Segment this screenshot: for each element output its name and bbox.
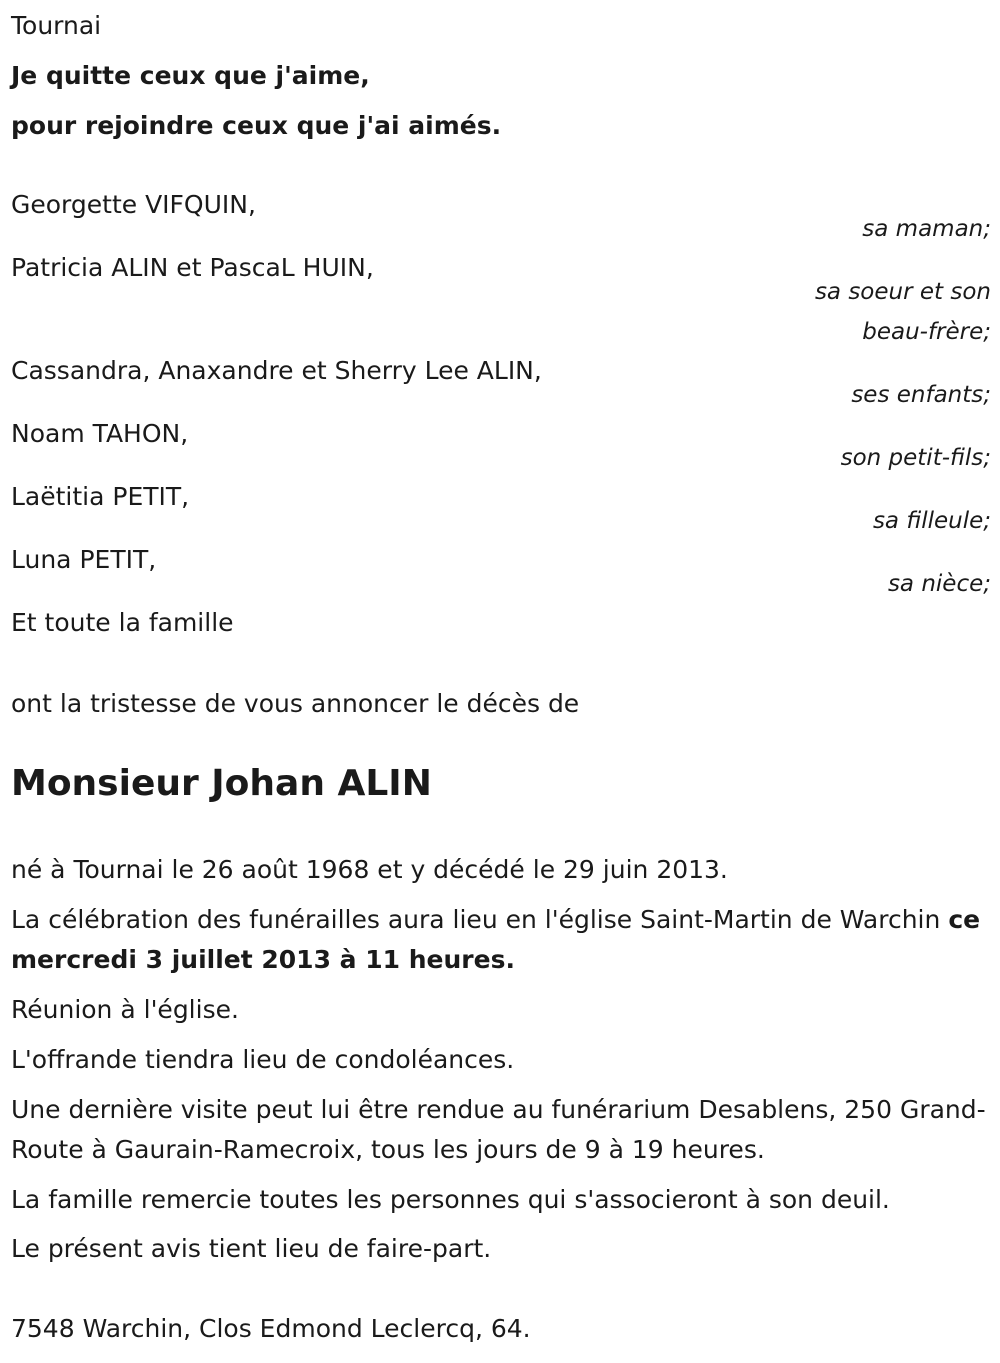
thanks-text: La famille remercie toutes les personnes qui s'associeront à son deuil. <box>11 1185 890 1214</box>
family-member-name: Patricia ALIN et PascaL HUIN, <box>11 253 374 282</box>
funeral-location: La célébration des funérailles aura lieu en l'église Saint-Martin de Warchin <box>11 905 941 934</box>
announcement-text: ont la tristesse de vous annoncer le décès de <box>11 689 580 718</box>
family-member-relation: son petit-fils; <box>840 445 991 471</box>
meeting-info: Réunion à l'église. <box>11 995 239 1024</box>
funeral-date: ce mercredi 3 juillet 2013 à 11 heures. <box>11 905 981 974</box>
family-member-relation: sa soeur et son <box>814 279 991 305</box>
family-member-name: Laëtitia PETIT, <box>11 482 190 511</box>
family-member-name: Georgette VIFQUIN, <box>11 190 256 219</box>
funeral-info <box>11 900 991 980</box>
family-member-name: Noam TAHON, <box>11 419 189 448</box>
birth-death-info: né à Tournai le 26 août 1968 et y décédé le 29 juin 2013. <box>11 855 728 884</box>
family-member-relation: sa nièce; <box>887 571 991 597</box>
family-member-name: Luna PETIT, <box>11 545 157 574</box>
family-member-relation: ses enfants; <box>851 382 991 408</box>
deceased-name: Monsieur Johan ALIN <box>11 763 432 804</box>
city-name: Tournai <box>11 11 102 40</box>
quote-line-1: Je quitte ceux que j'aime, <box>11 61 370 90</box>
family-address: 7548 Warchin, Clos Edmond Leclercq, 64. <box>11 1314 531 1343</box>
notice-text: Le présent avis tient lieu de faire-part. <box>11 1234 492 1263</box>
visit-info: Une dernière visite peut lui être rendue au funérarium Desablens, 250 Grand-Route à Gaurain-Ramecroix, tous les jours de 9 à 19 heures. <box>11 1095 986 1164</box>
quote-line-2: pour rejoindre ceux que j'ai aimés. <box>11 111 502 140</box>
family-member-name: Cassandra, Anaxandre et Sherry Lee ALIN, <box>11 356 542 385</box>
family-member-relation: sa maman; <box>862 216 991 242</box>
offering-info: L'offrande tiendra lieu de condoléances. <box>11 1045 515 1074</box>
family-member-relation: sa filleule; <box>872 508 991 534</box>
family-member-relation: beau-frère; <box>862 319 991 345</box>
family-closing: Et toute la famille <box>11 608 234 637</box>
